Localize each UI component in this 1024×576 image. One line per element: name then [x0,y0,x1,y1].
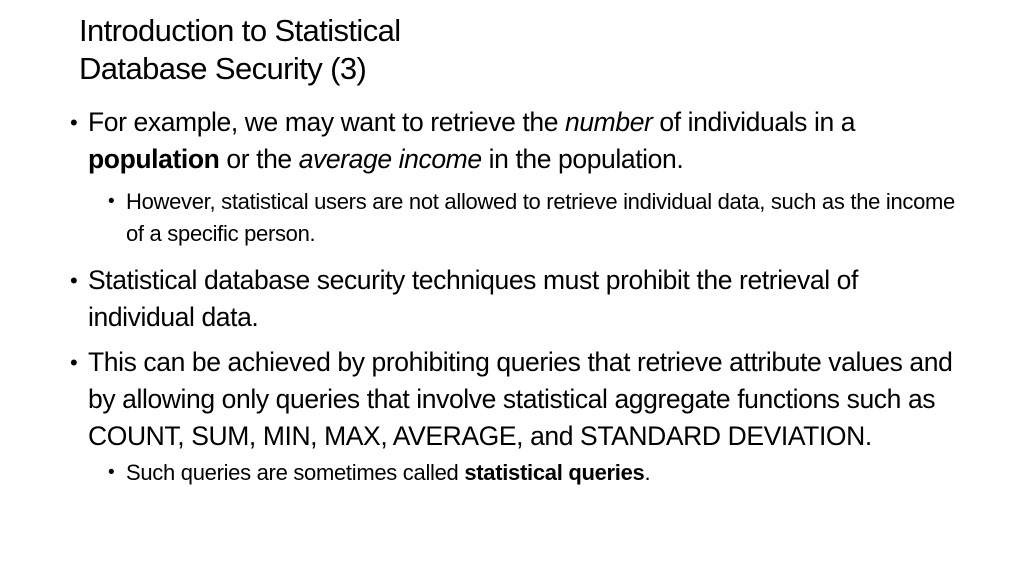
bullet-aggregate-text: This can be achieved by prohibiting queries that retrieve attribute values and by allowing only queries that involve statistical aggregate functions such as COUNT, SUM, MIN, MAX, AVERAGE, and STANDARD DEVIATION. [88,347,953,451]
text-run: in the population. [481,144,684,174]
bullet-marker: • [70,268,78,293]
bullet-marker: • [108,191,115,212]
slide-body [70,104,970,491]
text-run: of individuals in a [652,107,856,137]
bullet-example [70,104,970,178]
bullet-example-text [88,104,970,178]
sub-bullet-restriction-text: However, statistical users are not allowed to retrieve individual data, such as the income of a specific person. [126,189,955,246]
bullet-techniques [70,262,970,336]
bold-population: population [88,144,220,174]
bullet-marker: • [70,350,78,375]
text-run: . [644,460,651,485]
bullet-marker: • [108,462,115,483]
bold-statistical-queries: statistical queries [464,460,645,485]
title-line-2: Database Security (3) [79,51,367,86]
text-run: Such queries are sometimes called [126,460,465,485]
text-run: For example, we may want to retrieve the [88,107,565,137]
title-line-1: Introduction to Statistical [79,13,401,48]
emphasis-average-income: average income [298,144,482,174]
bullet-techniques-text: Statistical database security techniques must prohibit the retrieval of individual data. [88,265,858,332]
sub-bullet-statistical-queries [70,457,970,489]
sub-bullet-restriction [70,186,970,250]
sub-bullet-statistical-queries-text [126,457,970,489]
slide-title [79,12,979,88]
bullet-marker: • [70,110,78,135]
bullet-aggregate [70,344,970,455]
emphasis-number: number [565,107,653,137]
text-run: or the [219,144,299,174]
